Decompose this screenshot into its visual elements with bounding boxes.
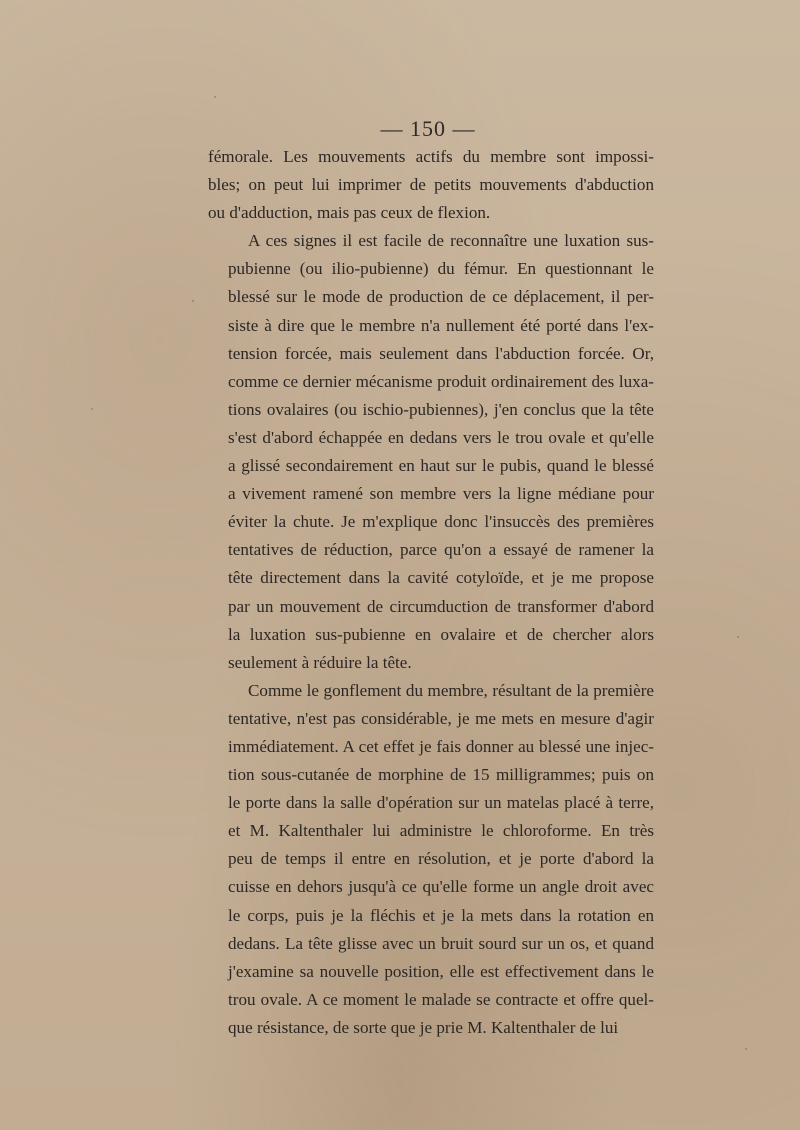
text-line: tentatives de réduction, parce qu'on a essayé de ramener la <box>228 540 654 560</box>
paragraph <box>208 227 654 677</box>
text-line: comme ce dernier mécanisme produit ordinairement des luxa- <box>228 371 654 391</box>
text-line: blessé sur le mode de production de ce déplacement, il per- <box>228 287 654 307</box>
paper-speck <box>737 636 739 638</box>
body-text <box>208 143 654 1042</box>
paper-speck <box>214 96 216 98</box>
text-line: le porte dans la salle d'opération sur un matelas placé à terre, <box>228 793 654 813</box>
text-line: pubienne (ou ilio-pubienne) du fémur. En questionnant le <box>228 259 654 279</box>
text-line: a vivement ramené son membre vers la ligne médiane pour <box>228 484 654 504</box>
text-line: tion sous-cutanée de morphine de 15 milligrammes; puis on <box>228 765 654 785</box>
text-line: immédiatement. A cet effet je fais donner au blessé une injec- <box>228 736 654 756</box>
text-line: bles; on peut lui imprimer de petits mouvements d'abduction <box>208 175 654 195</box>
paper-speck <box>745 1048 747 1050</box>
text-line: dedans. La tête glisse avec un bruit sourd sur un os, et quand <box>228 933 654 953</box>
text-line: tension forcée, mais seulement dans l'abduction forcée. Or, <box>228 343 654 363</box>
text-line: peu de temps il entre en résolution, et je porte d'abord la <box>228 849 654 869</box>
paragraph <box>208 143 654 227</box>
text-line: siste à dire que le membre n'a nullement été porté dans l'ex- <box>228 315 654 335</box>
text-line: que résistance, de sorte que je prie M. Kaltenthaler de lui <box>228 1017 619 1037</box>
paper-speck <box>192 300 194 302</box>
text-line: seulement à réduire la tête. <box>228 652 412 672</box>
text-line: cuisse en dehors jusqu'à ce qu'elle forme un angle droit avec <box>228 877 654 897</box>
text-line: éviter la chute. Je m'explique donc l'insuccès des premières <box>228 512 654 532</box>
text-line: ou d'adduction, mais pas ceux de flexion. <box>208 203 491 223</box>
paper-speck <box>91 408 93 410</box>
text-line: la luxation sus-pubienne en ovalaire et de chercher alors <box>228 624 654 644</box>
text-line: trou ovale. A ce moment le malade se contracte et offre quel- <box>228 989 654 1009</box>
text-line: fémorale. Les mouvements actifs du membre sont impossi- <box>208 147 654 166</box>
text-line: tions ovalaires (ou ischio-pubiennes), j'en conclus que la tête <box>228 399 654 419</box>
text-line: s'est d'abord échappée en dedans vers le trou ovale et qu'elle <box>228 427 654 447</box>
page-number: — 150 — <box>380 116 476 141</box>
text-line: le corps, puis je la fléchis et je la mets dans la rotation en <box>228 905 654 925</box>
text-line: a glissé secondairement en haut sur le pubis, quand le blessé <box>228 456 654 476</box>
text-line: par un mouvement de circumduction de transformer d'abord <box>228 596 654 616</box>
text-line: et M. Kaltenthaler lui administre le chloroforme. En très <box>228 821 654 841</box>
text-line: tentative, n'est pas considérable, je me mets en mesure d'agir <box>228 708 654 728</box>
text-line: j'examine sa nouvelle position, elle est effectivement dans le <box>228 961 654 981</box>
text-line: tête directement dans la cavité cotyloïde, et je me propose <box>228 568 654 588</box>
text-line: Comme le gonflement du membre, résultant de la première <box>248 680 654 700</box>
text-line: A ces signes il est facile de reconnaître une luxation sus- <box>248 231 654 251</box>
paragraph <box>208 677 654 1042</box>
